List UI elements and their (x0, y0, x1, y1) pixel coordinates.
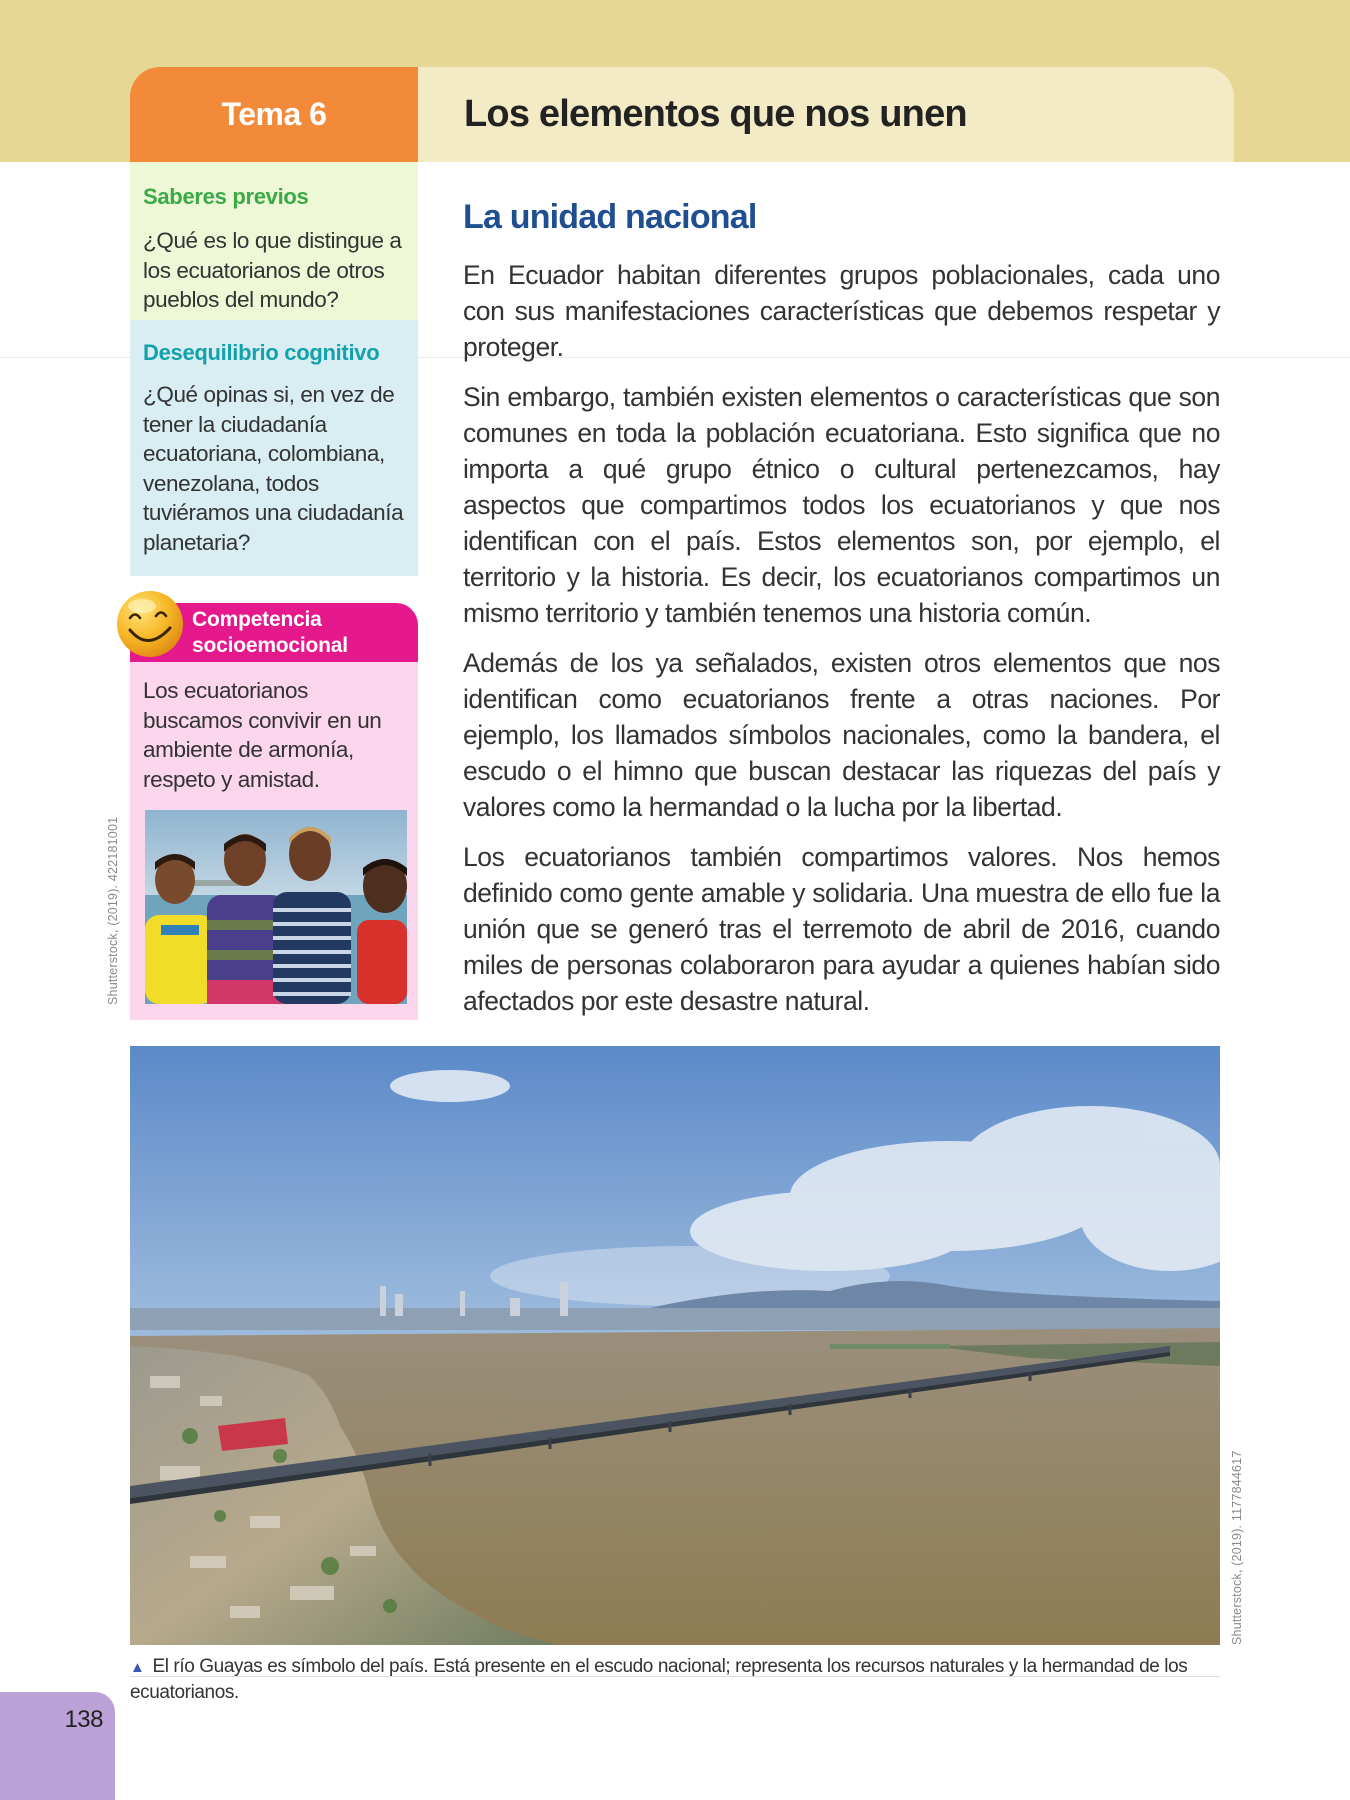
figure-caption (130, 1654, 1220, 1705)
desequilibrio-cognitivo-text: ¿Qué opinas si, en vez de tener la ciudadanía ecuatoriana, colombiana, venezolana, todos tuviéramos una ciudadanía planetaria? (143, 382, 404, 555)
kids-photo (145, 810, 407, 1004)
desequilibrio-cognitivo-heading: Desequilibrio cognitivo (143, 340, 380, 365)
tema-label: Tema 6 (221, 96, 327, 132)
saberes-previos-heading: Saberes previos (143, 184, 309, 209)
paragraph-1: En Ecuador habitan diferentes grupos poblacionales, cada uno con sus manifestaciones características que debemos respetar y proteger. (463, 260, 1220, 362)
tema-tab (130, 67, 418, 162)
paragraph-4: Los ecuatorianos también compartimos valores. Nos hemos definido como gente amable y solidaria. Una muestra de ello fue la unión que se generó tras el terremoto de abril de 2016, cuando miles de personas colaboraron para ayudar a quienes habían sido afectados por este desastre natural. (463, 842, 1220, 1016)
page-number: 138 (64, 1706, 103, 1733)
competencia-text: Los ecuatorianos buscamos convivir en un ambiente de armonía, respeto y amistad. (143, 678, 382, 792)
saberes-previos-text: ¿Qué es lo que distingue a los ecuatorianos de otros pueblos del mundo? (143, 228, 402, 312)
title-box (418, 67, 1234, 162)
caption-text: El río Guayas es símbolo del país. Está presente en el escudo nacional; representa los recursos naturales y la hermandad de los ecuatorianos. (130, 1656, 1188, 1703)
competencia-heading-line1: Competencia (192, 608, 322, 631)
river-photo-image (130, 1046, 1220, 1645)
smiley-icon (116, 590, 184, 658)
page-number-tab (0, 1692, 115, 1800)
page-title: Los elementos que nos unen (464, 93, 967, 135)
desequilibrio-cognitivo-box (130, 320, 418, 576)
paragraph-2: Sin embargo, también existen elementos o características que son comunes en toda la población ecuatoriana. Esto significa que no importa a qué grupo étnico o cultural pertenezcamos, hay aspectos que compartimos todos los ecuatorianos y que nos identifican con el país. Estos elementos son, por ejemplo, el territorio y la historia. Es decir, los ecuatorianos compartimos un mismo territorio y también tenemos una historia común. (463, 382, 1220, 628)
triangle-up-icon: ▲ (130, 1659, 145, 1676)
kids-photo-image (145, 810, 407, 1004)
kids-photo-credit: Shutterstock, (2019). 422181001 (106, 816, 120, 1005)
river-guayas-photo (130, 1046, 1220, 1645)
competencia-heading-line2: socioemocional (192, 634, 348, 657)
paragraph-3: Además de los ya señalados, existen otros elementos que nos identifican como ecuatorianos frente a otras naciones. Por ejemplo, los llamados símbolos nacionales, como la bandera, el escudo o el himno que buscan destacar las riquezas del país y valores como la hermandad o la lucha por la libertad. (463, 648, 1220, 822)
section-heading: La unidad nacional (463, 198, 757, 236)
saberes-previos-box (130, 162, 418, 320)
river-photo-credit: Shutterstock, (2019). 1177844617 (1230, 1450, 1244, 1645)
